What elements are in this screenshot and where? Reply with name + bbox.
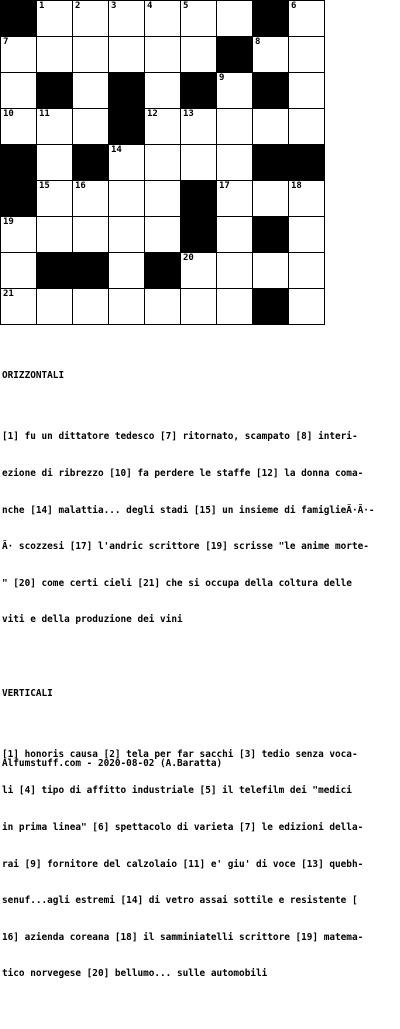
grid-cell[interactable] — [217, 217, 253, 253]
cell-number: 21 — [3, 289, 14, 299]
grid-row — [1, 37, 325, 73]
cell-number: 19 — [3, 217, 14, 227]
across-clue-line: viti e della produzione dei vini — [2, 614, 183, 626]
black-cell — [253, 73, 289, 109]
grid-cell[interactable] — [181, 289, 217, 325]
cell-number: 1 — [39, 1, 45, 11]
grid-cell[interactable] — [37, 1, 73, 37]
black-cell — [253, 1, 289, 37]
grid-cell[interactable] — [253, 37, 289, 73]
grid-cell[interactable] — [73, 37, 109, 73]
grid-cell[interactable] — [145, 289, 181, 325]
grid-cell[interactable] — [37, 145, 73, 181]
cell-number: 2 — [75, 1, 81, 11]
grid-cell[interactable] — [289, 73, 325, 109]
across-clues — [2, 407, 398, 651]
cell-number: 16 — [75, 181, 86, 191]
grid-cell[interactable] — [37, 37, 73, 73]
grid-cell[interactable] — [217, 181, 253, 217]
grid-cell[interactable] — [181, 1, 217, 37]
grid-cell[interactable] — [37, 217, 73, 253]
grid-cell[interactable] — [253, 109, 289, 145]
grid-cell[interactable] — [37, 289, 73, 325]
black-cell — [181, 181, 217, 217]
cell-number: 11 — [39, 109, 50, 119]
across-clue-line: nche [14] malattia... degli stadi [15] un insieme di famiglieÃ·Ã·- — [2, 504, 375, 516]
grid-cell[interactable] — [109, 217, 145, 253]
grid-cell[interactable] — [145, 37, 181, 73]
cell-number: 13 — [183, 109, 194, 119]
grid-cell[interactable] — [1, 217, 37, 253]
black-cell — [1, 1, 37, 37]
black-cell — [181, 73, 217, 109]
down-clue-line: rai [9] fornitore del calzolaio [11] e' giu' di voce [13] quebh- — [2, 858, 364, 870]
grid-cell[interactable] — [217, 253, 253, 289]
cell-number: 15 — [39, 181, 50, 191]
across-clue-line: Ã· scozzesi [17] l'andric scrittore [19] scrisse "le anime morte- — [2, 541, 369, 553]
grid-cell[interactable] — [289, 109, 325, 145]
grid-cell[interactable] — [1, 289, 37, 325]
crossword-table — [0, 0, 325, 325]
grid-cell[interactable] — [289, 1, 325, 37]
crossword-grid — [0, 0, 334, 334]
cell-number: 20 — [183, 253, 194, 263]
cell-number: 7 — [3, 37, 9, 47]
grid-cell[interactable] — [1, 73, 37, 109]
cell-number: 6 — [291, 1, 297, 11]
grid-cell[interactable] — [109, 289, 145, 325]
across-clue-line: [1] fu un dittatore tedesco [7] ritornato, scampato [8] interi- — [2, 431, 358, 443]
down-title: VERTICALI — [2, 687, 53, 699]
down-clue-line: tico norvegese [20] bellumo... sulle automobili — [2, 968, 268, 980]
grid-cell[interactable] — [73, 289, 109, 325]
black-cell — [37, 73, 73, 109]
grid-cell[interactable] — [217, 145, 253, 181]
grid-cell[interactable] — [181, 145, 217, 181]
grid-cell[interactable] — [217, 1, 253, 37]
grid-cell[interactable] — [145, 73, 181, 109]
cell-number: 5 — [183, 1, 189, 11]
cell-number: 4 — [147, 1, 153, 11]
grid-cell[interactable] — [109, 1, 145, 37]
black-cell — [217, 37, 253, 73]
cell-number: 10 — [3, 109, 14, 119]
grid-cell[interactable] — [181, 37, 217, 73]
grid-cell[interactable] — [109, 181, 145, 217]
cell-number: 18 — [291, 181, 302, 191]
grid-cell[interactable] — [73, 73, 109, 109]
black-cell — [1, 181, 37, 217]
grid-cell[interactable] — [109, 37, 145, 73]
down-clue-line: senuf...agli estremi [14] di vetro assai sottile e resistente [ — [2, 895, 358, 907]
grid-cell[interactable] — [37, 109, 73, 145]
black-cell — [181, 217, 217, 253]
black-cell — [253, 145, 289, 181]
cell-number: 8 — [255, 37, 261, 47]
grid-cell[interactable] — [1, 109, 37, 145]
cell-number: 9 — [219, 73, 225, 83]
grid-row — [1, 253, 325, 289]
black-cell — [289, 145, 325, 181]
black-cell — [73, 253, 109, 289]
grid-row — [1, 145, 325, 181]
grid-cell[interactable] — [73, 217, 109, 253]
grid-row — [1, 217, 325, 253]
grid-row — [1, 109, 325, 145]
clues-section — [2, 346, 398, 1029]
grid-cell[interactable] — [109, 253, 145, 289]
grid-cell[interactable] — [181, 109, 217, 145]
black-cell — [109, 109, 145, 145]
grid-cell[interactable] — [289, 289, 325, 325]
grid-cell[interactable] — [289, 37, 325, 73]
grid-row — [1, 1, 325, 37]
cell-number: 12 — [147, 109, 158, 119]
grid-cell[interactable] — [253, 181, 289, 217]
grid-cell[interactable] — [289, 253, 325, 289]
footer-credit: Alfumstuff.com - 2020-08-02 (A.Baratta) — [2, 758, 223, 769]
grid-cell[interactable] — [145, 181, 181, 217]
grid-cell[interactable] — [253, 253, 289, 289]
grid-row — [1, 73, 325, 109]
grid-cell[interactable] — [145, 217, 181, 253]
grid-cell[interactable] — [73, 109, 109, 145]
grid-cell[interactable] — [289, 181, 325, 217]
across-title: ORIZZONTALI — [2, 370, 65, 382]
black-cell — [145, 253, 181, 289]
grid-cell[interactable] — [145, 109, 181, 145]
cell-number: 14 — [111, 145, 122, 155]
grid-cell[interactable] — [181, 253, 217, 289]
grid-cell[interactable] — [1, 253, 37, 289]
down-clue-line: li [4] tipo di affitto industriale [5] il telefilm dei "medici — [2, 785, 352, 797]
grid-body — [1, 1, 325, 325]
grid-cell[interactable] — [217, 109, 253, 145]
across-clue-line: " [20] come certi cieli [21] che si occupa della coltura delle — [2, 577, 352, 589]
black-cell — [37, 253, 73, 289]
cell-number: 3 — [111, 1, 117, 11]
grid-row — [1, 181, 325, 217]
grid-cell[interactable] — [1, 37, 37, 73]
black-cell — [109, 73, 145, 109]
down-clue-line: in prima linea" [6] spettacolo di varieta [7] le edizioni della- — [2, 821, 364, 833]
cell-number: 17 — [219, 181, 230, 191]
black-cell — [253, 217, 289, 253]
grid-cell[interactable] — [145, 1, 181, 37]
grid-cell[interactable] — [37, 181, 73, 217]
black-cell — [253, 289, 289, 325]
grid-row — [1, 289, 325, 325]
down-clue-line: 16] azienda coreana [18] il samminiatelli scrittore [19] matema- — [2, 931, 364, 943]
grid-cell[interactable] — [109, 145, 145, 181]
grid-cell[interactable] — [73, 181, 109, 217]
across-clue-line: ezione di ribrezzo [10] fa perdere le staffe [12] la donna coma- — [2, 468, 364, 480]
grid-cell[interactable] — [217, 73, 253, 109]
grid-cell[interactable] — [289, 217, 325, 253]
grid-cell[interactable] — [145, 145, 181, 181]
black-cell — [73, 145, 109, 181]
down-clue-line: [1] honoris causa [2] tela per far sacchi [3] tedio senza voca- — [2, 748, 358, 760]
black-cell — [1, 145, 37, 181]
grid-cell[interactable] — [217, 289, 253, 325]
grid-cell[interactable] — [73, 1, 109, 37]
